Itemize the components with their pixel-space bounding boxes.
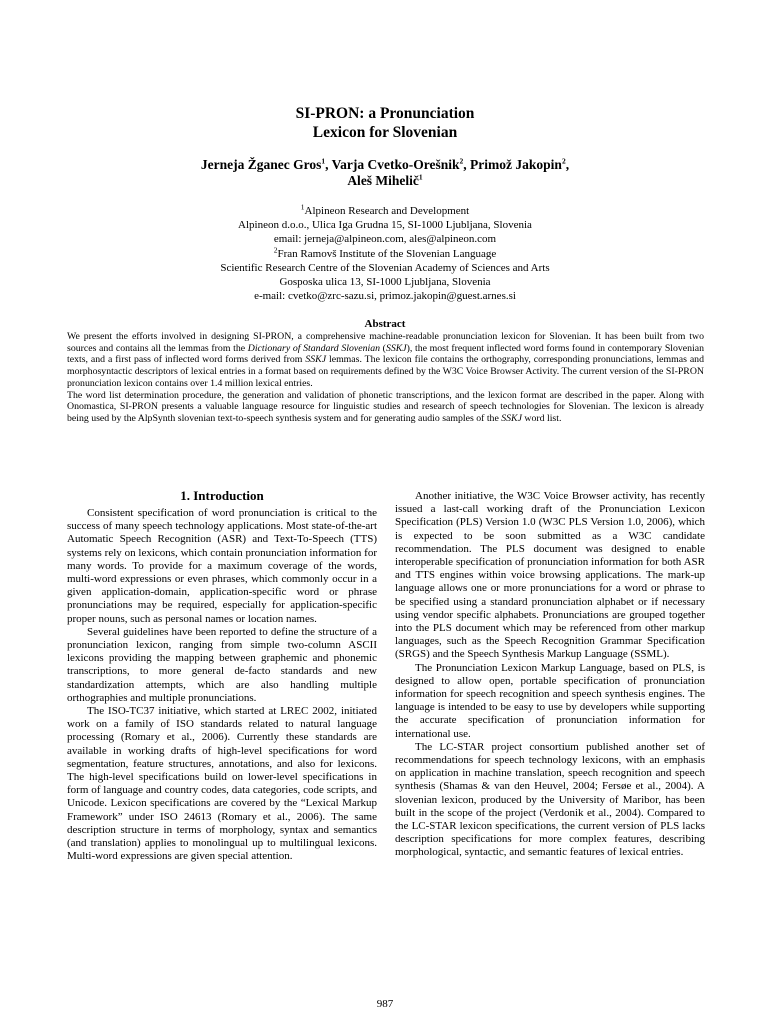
title-line-2: Lexicon for Slovenian bbox=[312, 124, 458, 141]
author-affiliation-mark: 1 bbox=[321, 156, 326, 166]
left-column bbox=[67, 507, 377, 863]
affiliations bbox=[0, 204, 770, 303]
affiliation-email-1: email: jerneja@alpineon.com, ales@alpineon.com bbox=[273, 233, 497, 246]
abstract-text: ), the most frequent inflected word forms found in contemporary Slovenian texts, and a first pass of inflected word forms derived from bbox=[67, 342, 704, 366]
body-paragraph: The ISO-TC37 initiative, which started at LREC 2002, initiated work on a family of ISO standards related to natural language processing (Romary et al., 2006). Currently these standards are available in working drafts of high-level specifications for word segmentation, feature structures, annotations, and also for lexicons. The high-level specifications build on lower-level specifications in form of language and country codes, data categories, code scripts, and Unicode. Lexicon specifications are covered by the “Lexical Markup Framework” under ISO 24613 (Romary et al., 2006). The same description structure in terms of morphology, syntax and semantics (and translation) applies to monolingual up to multilingual lexicons. Multi-word expressions are given special attention. bbox=[67, 705, 377, 863]
affiliation-org-2 bbox=[0, 244, 770, 261]
author-name: , Varja Cvetko-Orešnik bbox=[325, 157, 460, 172]
title-line-1: SI-PRON: a Pronunciation bbox=[295, 105, 475, 122]
abstract-italic: SSKJ bbox=[385, 342, 407, 354]
affiliation-org-1 bbox=[0, 204, 770, 218]
author-name: , Primož Jakopin bbox=[463, 157, 562, 172]
abstract-text: word list. bbox=[521, 412, 562, 424]
section-heading-introduction: 1. Introduction bbox=[180, 488, 264, 503]
affiliation-mark: 2 bbox=[273, 244, 278, 254]
body-paragraph: Several guidelines have been reported to define the structure of a pronunciation lexicon, ranging from simple two-column ASCII lexicons providing the mapping between graphemic and phonemic transcriptions, to more general de-facto standards and new standardization attempts, which are also handling multiple orthographies and multiple pronunciations. bbox=[67, 625, 377, 704]
affiliation-org-2b: Scientific Research Centre of the Slovenian Academy of Sciences and Arts bbox=[220, 261, 550, 274]
author-name: Aleš Mihelič bbox=[347, 173, 419, 188]
abstract-italic: SSKJ bbox=[501, 412, 522, 424]
page-number: 987 bbox=[376, 998, 394, 1010]
author-affiliation-mark: 2 bbox=[459, 156, 464, 166]
affiliation-name: Fran Ramovš Institute of the Slovenian Language bbox=[277, 247, 497, 260]
author-name: Jerneja Žganec Gros bbox=[200, 157, 322, 172]
author-line-2 bbox=[0, 173, 770, 189]
body-paragraph: The Pronunciation Lexicon Markup Language, based on PLS, is designed to allow open, portable specification of pronunciation information for speech recognition and speech synthesis engines. The language is intended to be easy to use by developers while supporting the accurate specification of pronunciation information for international use. bbox=[395, 661, 705, 740]
abstract-text: ( bbox=[380, 342, 386, 354]
body-paragraph: Another initiative, the W3C Voice Browser activity, has recently issued a last-call working draft of the Pronunciation Lexicon Specification (PLS) Version 1.0 (W3C PLS Version 1.0, 2006), which is expected to be soon submitted as a W3C candidate recommendation. The PLS document was designed to enable interoperable specification of pronunciation information for both ASR and TTS engines within voice browsing applications. The mark-up language allows one or more pronunciations for a word or phrase to be specified using a standard pronunciation alphabet or if necessary using vendor specific alphabets. Pronunciations are grouped together into the PLS document which may be referenced from other markup languages, such as the Speech Recognition Grammar Specification (SRGS) and the Speech Synthesis Markup Language (SSML). bbox=[395, 490, 705, 661]
author-affiliation-mark: 1 bbox=[418, 172, 423, 182]
abstract-text: We present the efforts involved in designing SI-PRON, a comprehensive machine-readable pronunciation lexicon for Slovenian. It has been built from two sources and contains all the lemmas from the bbox=[67, 331, 704, 354]
affiliation-address-2: Gosposka ulica 13, SI-1000 Ljubljana, Slovenia bbox=[279, 276, 491, 289]
body-paragraph: The LC-STAR project consortium published another set of recommendations for speech technology lexicons, with an emphasis on application in machine translation, speech recognition and speech synthesis (Shamas & van den Heuvel, 2004; Fersøe et al., 2004). A slovenian lexicon, produced by the University of Maribor, has been built in the scope of the project (Verdonik et al., 2004). Compared to the LC-STAR lexicon specifications, the current version of PLS lacks description specifications for more complex features, describing morphological, syntactic, and semantic features of lexical entries. bbox=[395, 740, 705, 859]
abstract-text: The word list determination procedure, the generation and validation of phonetic transcriptions, and the lexicon format are described in the paper. Along with Onomastica, SI-PRON presents a valuable language resource for linguistic studies and research of speech technologies for Slovenian. The lexicon is already being used by the AlpSynth slovenian text-to-speech synthesis system and for generating audio samples of the bbox=[67, 389, 704, 424]
abstract-heading: Abstract bbox=[364, 318, 406, 330]
affiliation-email-2: e-mail: cvetko@zrc-sazu.si, primoz.jakopin@guest.arnes.si bbox=[254, 290, 516, 303]
affiliation-address-1: Alpineon d.o.o., Ulica Iga Grudna 15, SI-1000 Ljubljana, Slovenia bbox=[238, 219, 532, 232]
abstract-italic: Dictionary of Standard Slovenian bbox=[247, 342, 381, 354]
abstract-text: lemmas. The lexicon file contains the orthography, corresponding pronunciations, lemmas and morphosyntactic descriptors of lexical entries in a format based on requirements defined by the W3C Voice Browser Activity. The current version of the SI-PRON pronunciation lexicon contains over 1.4 million lexical entries. bbox=[67, 354, 704, 389]
abstract-italic: SSKJ bbox=[305, 354, 327, 366]
author-list bbox=[0, 157, 770, 189]
author-separator: , bbox=[565, 157, 570, 172]
affiliation-mark: 1 bbox=[300, 202, 305, 212]
abstract-body bbox=[67, 331, 704, 425]
right-column bbox=[395, 490, 705, 860]
affiliation-name: Alpineon Research and Development bbox=[304, 205, 470, 217]
author-line-1 bbox=[0, 157, 770, 173]
body-paragraph: Consistent specification of word pronunciation is critical to the success of many speech technology applications. Most state-of-the-art Automatic Speech Recognition (ASR) and Text-To-Speech (TTS) systems rely on lexicons, which contain pronunciation information for many words. To provide for a maximum coverage of the words, multi-word expressions or even phrases, which commonly occur in a given application-domain, application-specific word or phrase pronunciations may be required, especially for application-specific proper nouns, such as personal names or location names. bbox=[67, 507, 377, 625]
abstract-paragraph bbox=[67, 390, 704, 425]
paper-title bbox=[0, 104, 770, 142]
author-affiliation-mark: 2 bbox=[561, 156, 566, 166]
abstract-paragraph bbox=[67, 331, 704, 390]
